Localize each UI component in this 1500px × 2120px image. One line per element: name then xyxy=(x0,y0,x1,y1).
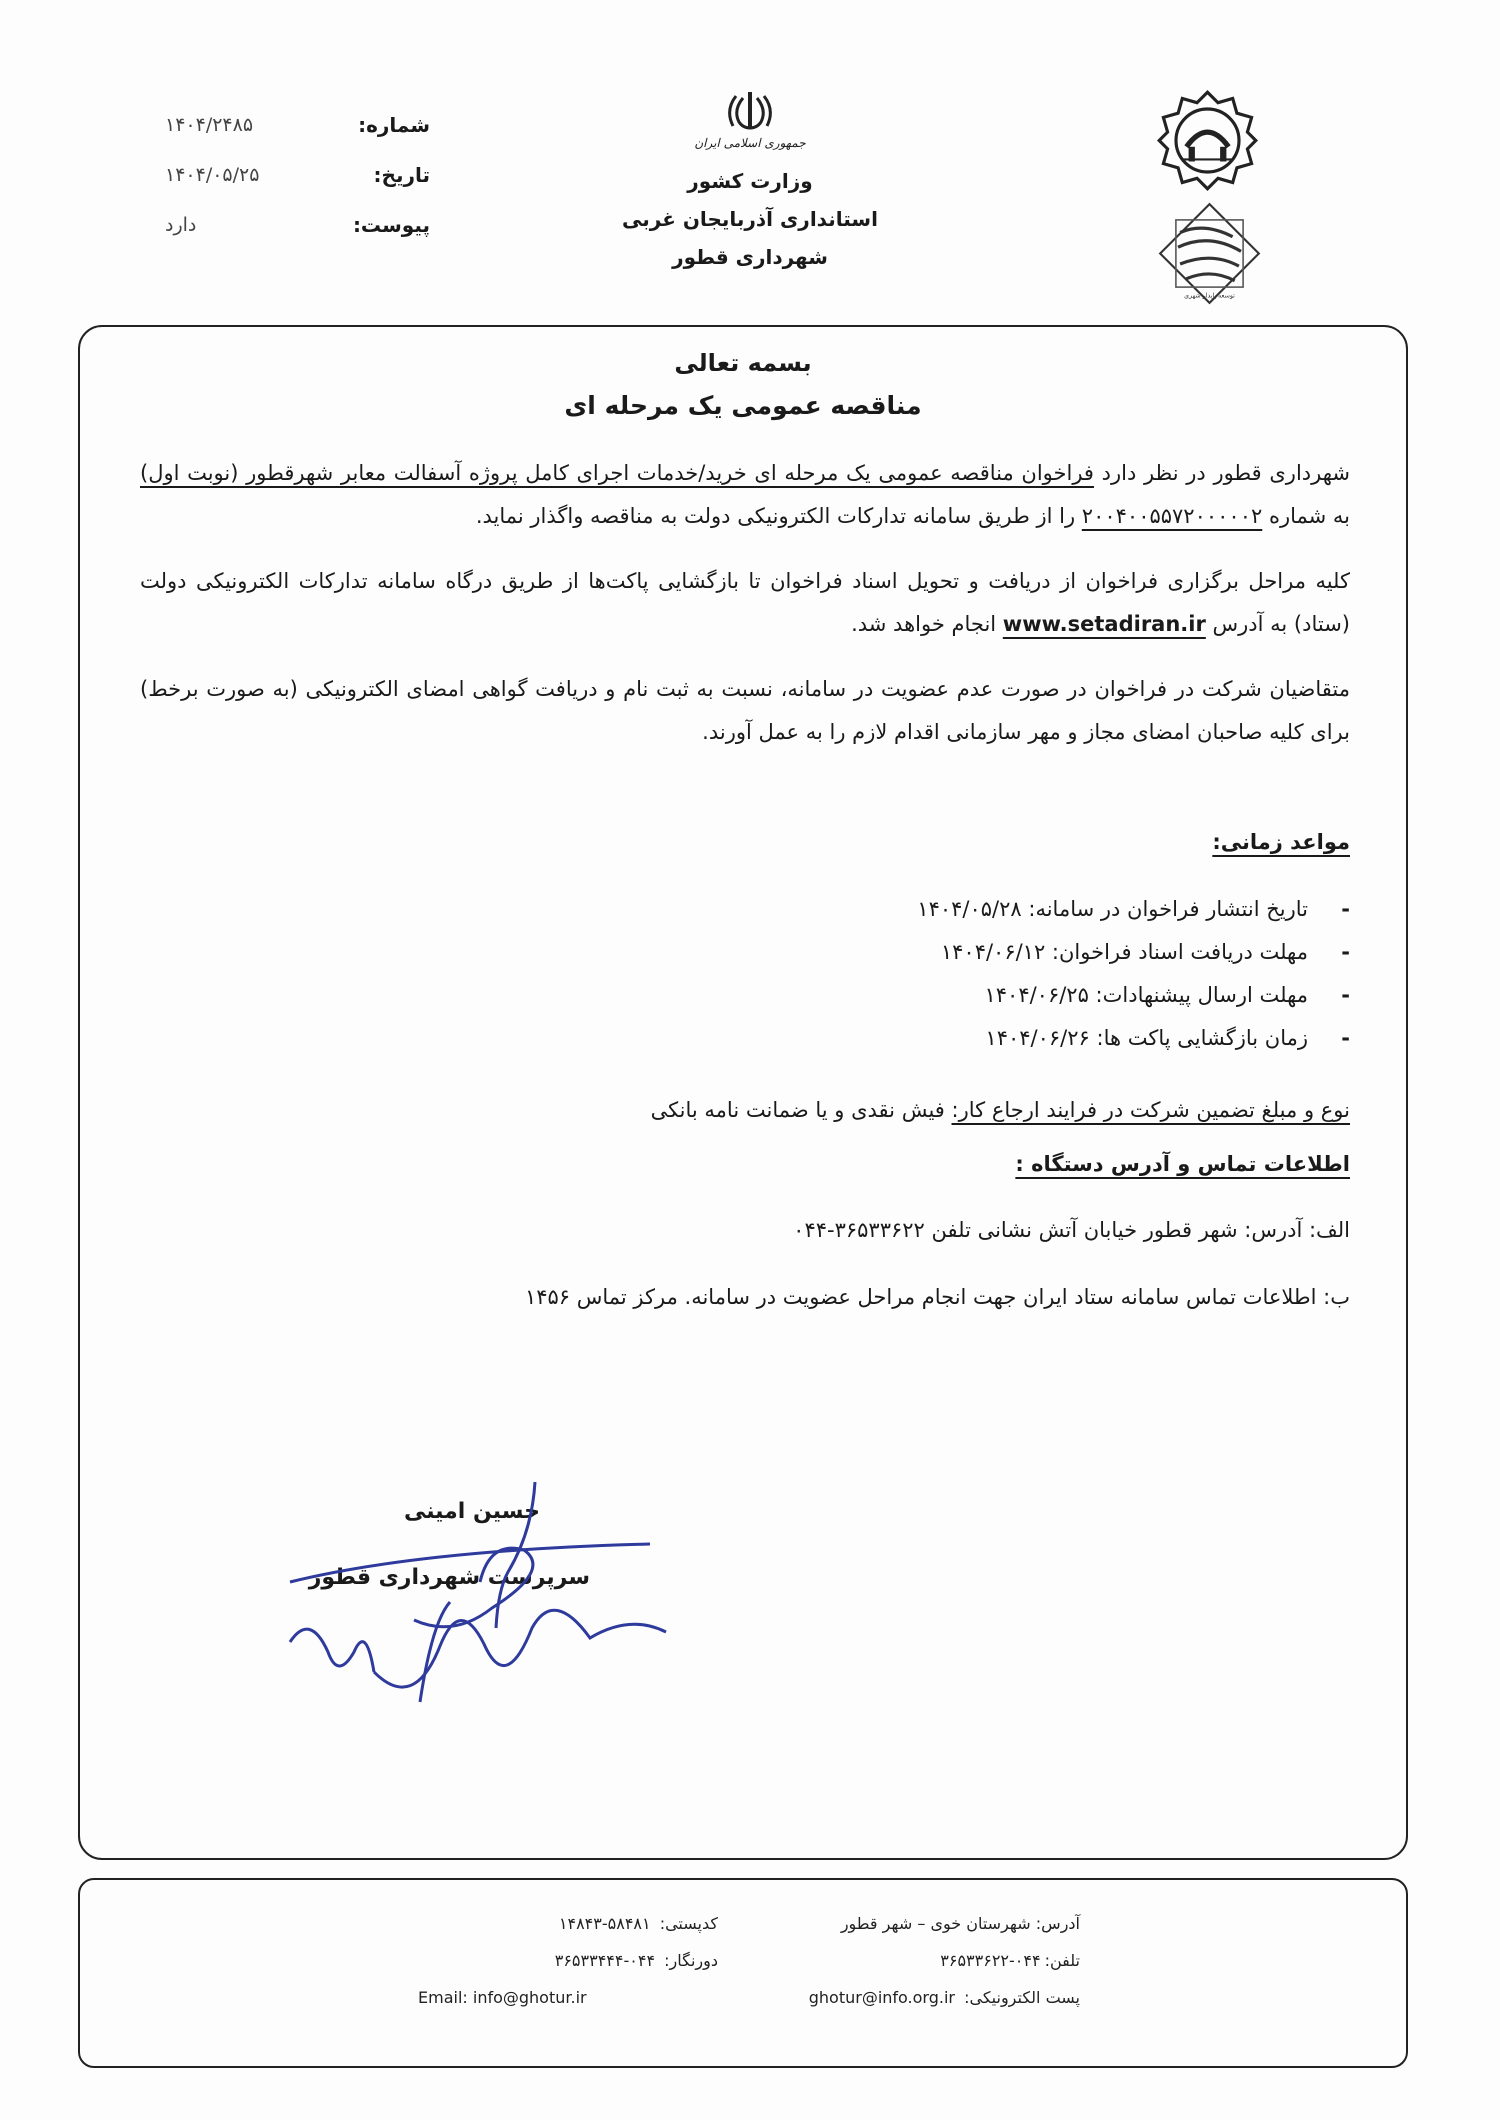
schedule-list xyxy=(450,888,1350,1060)
footer-left-column xyxy=(418,1905,718,2016)
logos xyxy=(1155,88,1260,309)
republic-caption: جمهوری اسلامی ایران xyxy=(694,136,806,150)
schedule-title: مواعد زمانی: xyxy=(1212,830,1350,854)
contact-title: اطلاعات تماس و آدرس دستگاه : xyxy=(1015,1152,1350,1176)
logo-2-caption: توسعه پایدار شهری xyxy=(1184,292,1235,300)
setad-url-link[interactable]: www.setadiran.ir xyxy=(1002,612,1206,636)
p1-text-a: شهرداری قطور در نظر دارد xyxy=(1093,461,1350,485)
signer-name: حسین امینی xyxy=(403,1499,540,1524)
contact-address-line: الف: آدرس: شهر قطور خیابان آتش نشانی تلفن ۳۶۵۳۳۶۲۲-۰۴۴ xyxy=(793,1218,1350,1242)
footer-value: ۱۴۸۴۳-۵۸۴۸۱ xyxy=(558,1914,651,1933)
bullet: - xyxy=(1341,983,1350,1007)
p2-text-b: انجام خواهد شد. xyxy=(851,612,1003,636)
guarantee-label: نوع و مبلغ تضمین شرکت در فرایند ارجاع کار: xyxy=(951,1098,1350,1122)
footer-value: شهرستان خوی – شهر قطور xyxy=(840,1914,1031,1933)
guarantee-line xyxy=(651,1092,1350,1128)
footer-label: پست الکترونیکی: xyxy=(964,1988,1080,2007)
meta-value: ۱۴۰۴/۰۵/۲۵ xyxy=(165,164,260,186)
meta-label: پیوست: xyxy=(352,213,430,237)
p1-underlined: فراخوان مناقصه عمومی یک مرحله ای خرید/خدمات اجرای کامل پروژه آسفالت معابر شهرقطور (نوبت اول) xyxy=(140,461,1094,485)
meta-value: دارد xyxy=(165,214,197,236)
bullet: - xyxy=(1341,940,1350,964)
footer-value: ۳۶۵۳۳۴۴۴-۰۴۴ xyxy=(554,1951,656,1970)
contact-setad-line: ب: اطلاعات تماس سامانه ستاد ایران جهت انجام مراحل عضویت در سامانه. مرکز تماس ۱۴۵۶ xyxy=(524,1285,1350,1309)
footer-email-link[interactable]: ghotur@info.org.ir xyxy=(808,1988,955,2007)
basmala-title: بسمه تعالی xyxy=(674,349,812,377)
meta-number xyxy=(165,100,430,150)
footer-value: ۳۶۵۳۳۶۲۲-۰۴۴ xyxy=(940,1951,1041,1970)
footer-label: دورنگار: xyxy=(664,1951,718,1970)
paragraph-1 xyxy=(140,452,1350,538)
meta-label: شماره: xyxy=(358,113,430,137)
meta-label: تاریخ: xyxy=(373,163,430,187)
p1-text-c: را از طریق سامانه تدارکات الکترونیکی دولت به مناقصه واگذار نماید. xyxy=(475,504,1082,528)
footer-label: آدرس: xyxy=(1035,1914,1080,1933)
guarantee-value: فیش نقدی و یا ضمانت نامه بانکی xyxy=(650,1098,952,1122)
letter-meta xyxy=(165,100,430,250)
meta-date xyxy=(165,150,430,200)
body-text xyxy=(140,452,1350,776)
bullet: - xyxy=(1341,897,1350,921)
list-item xyxy=(450,888,1350,931)
org-line-municipality: شهرداری قطور xyxy=(672,245,828,269)
footer-label: کدپستی: xyxy=(659,1914,718,1933)
schedule-item-text: مهلت ارسال پیشنهادات: ۱۴۰۴/۰۶/۲۵ xyxy=(984,983,1308,1007)
footer-email-2 xyxy=(418,1979,718,2016)
bullet: - xyxy=(1341,1026,1350,1050)
footer-email-2-link[interactable]: info@ghotur.ir xyxy=(472,1988,587,2007)
footer-label: Email: xyxy=(418,1988,468,2007)
paragraph-2 xyxy=(140,560,1350,646)
org-line-province: استانداری آذربایجان غربی xyxy=(622,207,878,231)
municipality-logo-icon xyxy=(1155,88,1260,193)
footer-postal xyxy=(418,1905,718,1942)
schedule-item-text: مهلت دریافت اسناد فراخوان: ۱۴۰۴/۰۶/۱۲ xyxy=(940,940,1308,964)
iran-emblem-icon xyxy=(725,88,775,134)
meta-value: ۱۴۰۴/۲۴۸۵ xyxy=(165,114,254,136)
p1-text-b: به شماره xyxy=(1262,504,1350,528)
list-item xyxy=(450,931,1350,974)
list-item xyxy=(450,1017,1350,1060)
schedule-item-text: تاریخ انتشار فراخوان در سامانه: ۱۴۰۴/۰۵/۲۸ xyxy=(917,897,1308,921)
org-line-ministry: وزارت کشور xyxy=(687,169,813,193)
paragraph-3: متقاضیان شرکت در فراخوان در صورت عدم عضویت در سامانه، نسبت به ثبت نام و دریافت گواهی امضای الکترونیکی (به صورت برخط) برای کلیه صاحبان امضای مجاز و مهر سازمانی اقدام لازم را به عمل آورند. xyxy=(140,677,1350,744)
meta-attachment xyxy=(165,200,430,250)
letterhead xyxy=(590,88,910,276)
p2-text-a: کلیه مراحل برگزاری فراخوان از دریافت و تحویل اسناد فراخوان تا بازگشایی پاکت‌ها از طریق درگاه سامانه تدارکات الکترونیکی دولت (ستاد) به آدرس xyxy=(140,569,1350,636)
list-item xyxy=(450,974,1350,1017)
sustainable-development-logo-icon xyxy=(1157,201,1257,301)
title-block xyxy=(78,342,1408,428)
signer-title: سرپرست شهرداری قطور xyxy=(308,1565,590,1590)
footer-fax xyxy=(418,1942,718,1979)
footer-label: تلفن: xyxy=(1044,1951,1080,1970)
tender-title: مناقصه عمومی یک مرحله ای xyxy=(564,391,922,420)
handwritten-signature xyxy=(270,1432,670,1732)
tender-number: ۲۰۰۴۰۰۵۵۷۲۰۰۰۰۰۲ xyxy=(1081,504,1263,528)
schedule-item-text: زمان بازگشایی پاکت ها: ۱۴۰۴/۰۶/۲۶ xyxy=(985,1026,1308,1050)
